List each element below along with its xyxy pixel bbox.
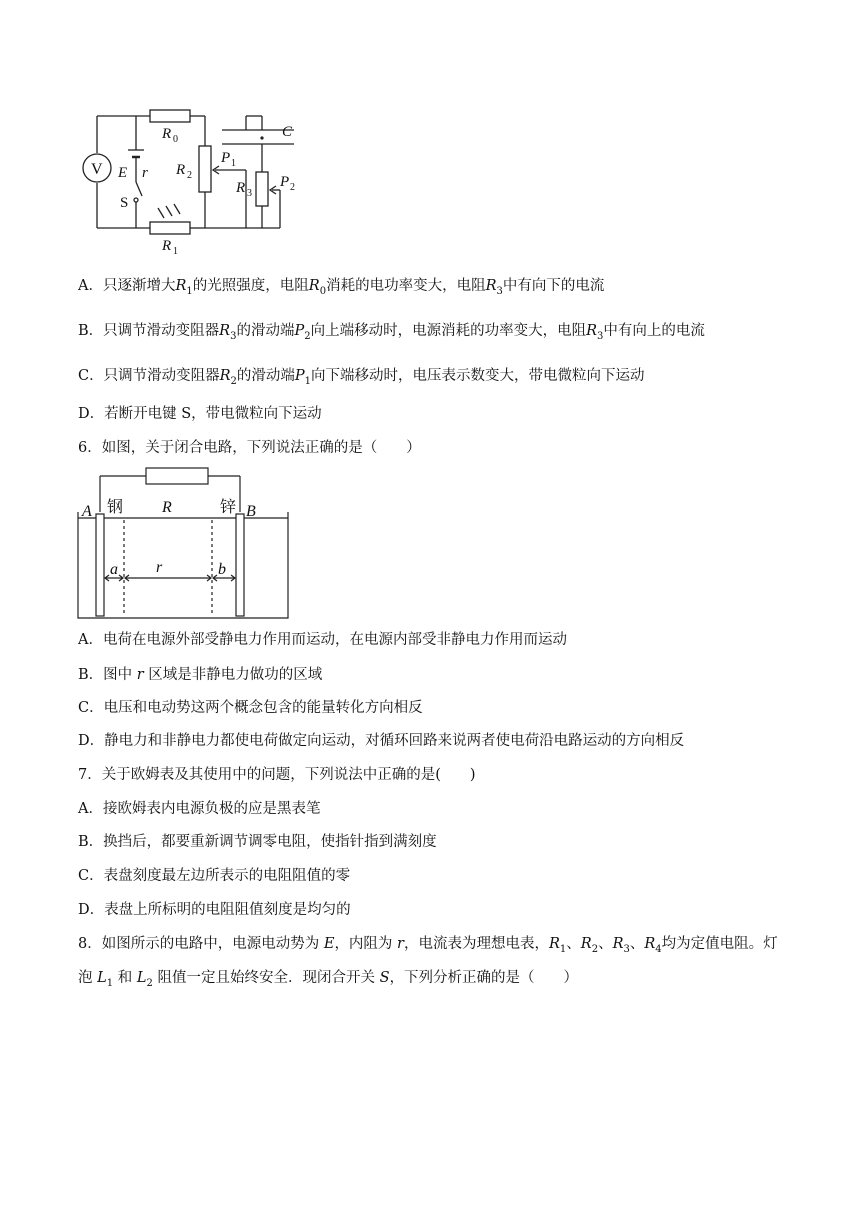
region-b-label: b: [218, 561, 226, 578]
p1-label: P: [221, 150, 231, 166]
p2-sub: 2: [290, 182, 295, 193]
r0-label: R: [162, 126, 172, 142]
r2-label: R: [176, 162, 186, 178]
electrode-b-label: B: [246, 503, 256, 520]
q5-option-a: A．只逐渐增大$R_1$的光照强度，电阻$R_0$消耗的电功率变大，电阻$R_3$中有向下的电流: [78, 278, 605, 297]
r-label: r: [142, 165, 148, 181]
electrode-a-label: A: [82, 503, 92, 520]
c-label: C: [282, 124, 293, 140]
q7-option-c: C．表盘刻度最左边所表示的电阻阻值的零: [78, 868, 351, 884]
q5-option-c: C．只调节滑动变阻器$R_2$的滑动端$P_1$向下端移动时，电压表示数变大，带电微粒向下运动: [78, 368, 645, 387]
q6-option-d: D．静电力和非静电力都使电荷做定向运动，对循环回路来说两者使电荷沿电路运动的方向相反: [78, 733, 685, 749]
p1-sub: 1: [231, 158, 236, 169]
q7-stem: 7．关于欧姆表及其使用中的问题，下列说法中正确的是( ): [78, 767, 476, 783]
r1-sub: 1: [173, 246, 178, 257]
e-label: E: [118, 165, 128, 181]
region-a-label: a: [110, 561, 118, 578]
q6-option-c: C．电压和电动势这两个概念包含的能量转化方向相反: [78, 700, 423, 716]
q8-stem-line1: 8．如图所示的电路中，电源电动势为 E，内阻为 r，电流表为理想电表，$R_1$、$R_2$、$R_3$、$R_4$均为定值电阻。灯: [78, 936, 778, 955]
q5-option-d: D．若断开电键 S，带电微粒向下运动: [78, 406, 322, 422]
r2-sub: 2: [187, 170, 192, 181]
r3-sub: 3: [247, 188, 252, 199]
q5-option-b: B．只调节滑动变阻器$R_3$的滑动端$P_2$向上端移动时，电源消耗的功率变大，电阻$R_3$中有向上的电流: [78, 323, 705, 342]
q7-option-a: A．接欧姆表内电源负极的应是黑表笔: [78, 801, 321, 817]
switch-label: S: [120, 195, 129, 211]
q8-stem-line2: 泡 $L_1$ 和 $L_2$ 阻值一定且始终安全．现闭合开关 S，下列分析正确的是（ ）: [78, 970, 579, 989]
zinc-label: 锌: [220, 499, 237, 516]
q6-stem: 6．如图，关于闭合电路，下列说法正确的是（ ）: [78, 440, 421, 456]
r3-label: R: [236, 180, 246, 196]
steel-label: 钢: [107, 499, 124, 516]
r1-label: R: [162, 238, 172, 254]
q7-option-d: D．表盘上所标明的电阻阻值刻度是均匀的: [78, 902, 351, 918]
electrolytic-cell-diagram-q6: [74, 466, 294, 622]
q6-option-b: B．图中 r 区域是非静电力做功的区域: [78, 667, 323, 683]
voltmeter-label: V: [91, 161, 103, 178]
q7-option-b: B．换挡后，都要重新调节调零电阻，使指针指到满刻度: [78, 834, 437, 850]
circuit-diagram-q5: [78, 100, 318, 260]
region-r-label: r: [156, 559, 163, 576]
p2-label: P: [280, 174, 290, 190]
q6-option-a: A．电荷在电源外部受静电力作用而运动，在电源内部受非静电力作用而运动: [78, 632, 567, 648]
resistor-r-label: R: [162, 499, 172, 516]
r0-sub: 0: [173, 134, 178, 145]
